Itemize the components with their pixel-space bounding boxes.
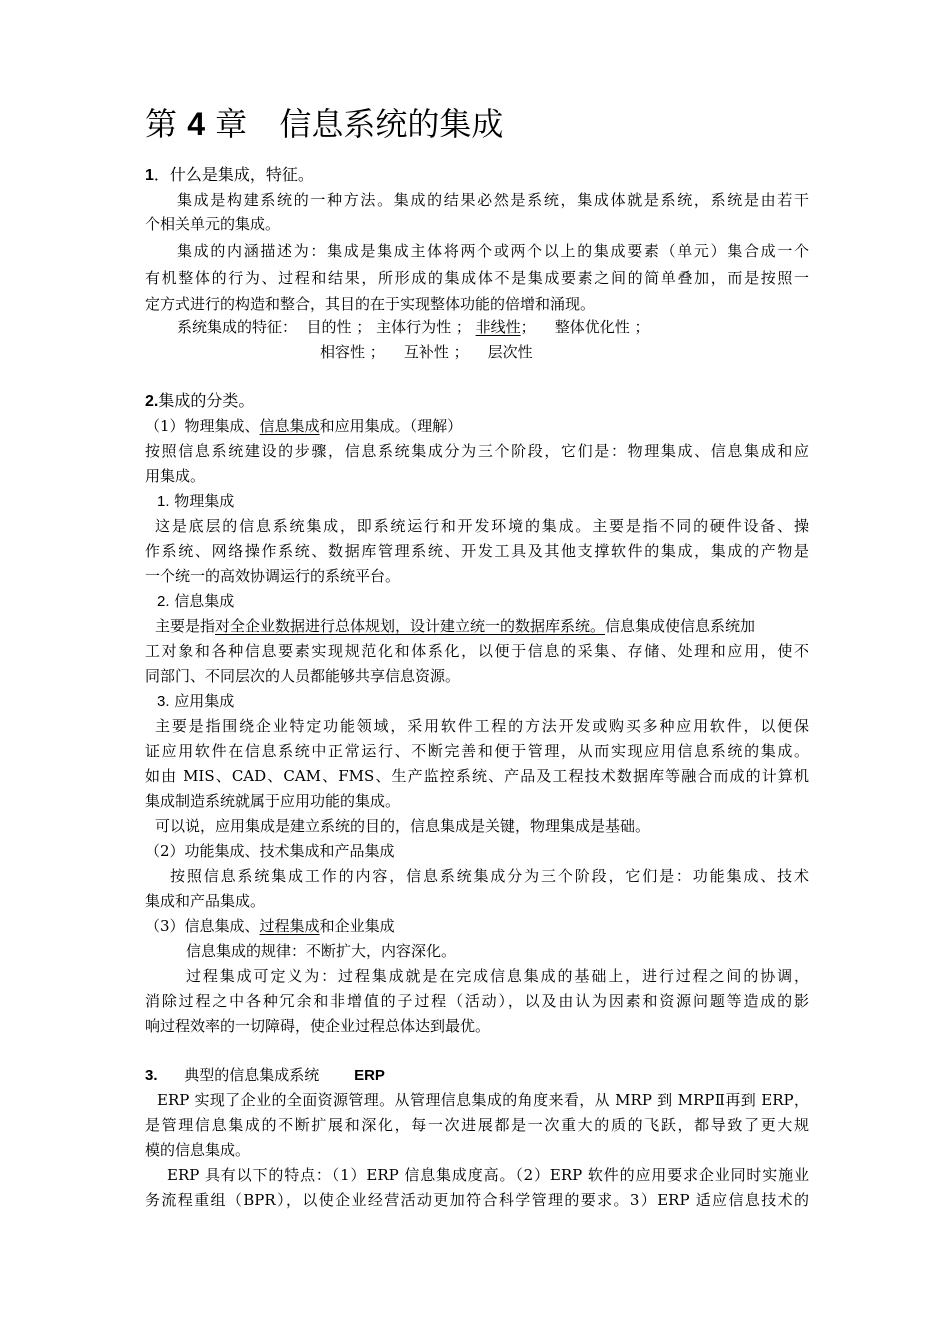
item-2-title [157, 590, 234, 613]
underlined-phrase: 对全企业数据进行总体规划，设计建立统一的数据库系统。 [215, 617, 606, 635]
paragraph-line: 证应用软件在信息系统中正常运行、不断完善和便于管理，从而实现应用信息系统的集成。 [145, 742, 809, 760]
summary-line: 可以说，应用集成是建立系统的目的，信息集成是关键，物理集成是基础。 [155, 817, 651, 835]
section-3-heading [145, 1064, 385, 1087]
item-title: 应用集成 [174, 692, 235, 710]
rule-line: 信息集成的规律：不断扩大，内容深化。 [186, 942, 457, 960]
underlined-term: 非线性 [475, 318, 521, 336]
chapter-title [145, 104, 503, 144]
underlined-term: 信息集成 [259, 417, 320, 435]
features-text: 系统集成的特征： 目的性 ； 主体行为性 ； [177, 318, 471, 336]
heading-text: 集成的分类。 [158, 391, 255, 410]
paragraph-line: 务流程重组（BPR），以使企业经营活动更加符合科学管理的要求。3）ERP 适应信息技术的 [145, 1191, 809, 1209]
heading-number: 2. [145, 393, 159, 410]
paragraph-line: 集成是构建系统的一种方法。集成的结果必然是系统，集成体就是系统，系统是由若干 [177, 191, 809, 209]
heading-text: ．什么是集成，特征。 [153, 165, 314, 184]
paragraph-line: 定方式进行的构造和整合，其目的在于实现整体功能的倍增和涌现。 [145, 295, 596, 313]
paragraph-line: 集成和产品集成。 [145, 892, 266, 910]
features-text: ； 整体优化性 ； [520, 318, 650, 336]
paragraph-line: 这是底层的信息系统集成，即系统运行和开发环境的集成。主要是指不同的硬件设备、操 [155, 517, 809, 535]
paragraph-line: 响过程效率的一切障碍，使企业过程总体达到最优。 [145, 1017, 491, 1035]
heading-number: 1 [145, 167, 154, 184]
item-number: 3. [157, 693, 170, 710]
paragraph-line: 工对象和各种信息要素实现规范化和体系化，以便于信息的采集、存储、处理和应用，使不 [145, 642, 809, 660]
features-line [177, 316, 649, 338]
subheading-3 [145, 915, 395, 937]
paragraph-line: 消除过程之中各种冗余和非增值的子过程（活动），以及由认为因素和资源问题等造成的影 [145, 992, 809, 1010]
item-3-title [157, 690, 234, 713]
paragraph-line: 过程集成可定义为：过程集成就是在完成信息集成的基础上，进行过程之间的协调， [186, 967, 809, 985]
subheading-text: （1）物理集成、 [145, 417, 260, 435]
paragraph-line: 如由 MIS、CAD、CAM、FMS、生产监控系统、产品及工程技术数据库等融合而成的计算机 [145, 767, 809, 785]
title-number: 4 [187, 106, 205, 142]
subheading-text: （3）信息集成、 [145, 917, 260, 935]
subheading-text: 和企业集成 [319, 917, 395, 935]
paragraph-line: 有机整体的行为、过程和结果，所形成的集成体不是集成要素之间的简单叠加，而是按照一 [145, 269, 809, 287]
item-1-title [157, 490, 234, 513]
underlined-term: 过程集成 [259, 917, 320, 935]
paragraph-line: 按照信息系统集成工作的内容，信息系统集成分为三个阶段，它们是：功能集成、技术 [170, 867, 809, 885]
paragraph-text: 信息集成使信息系统加 [605, 617, 756, 635]
paragraph-line: 主要是指围绕企业特定功能领域，采用软件工程的方法开发或购买多种应用软件，以便保 [155, 717, 809, 735]
paragraph-text: 主要是指 [155, 617, 216, 635]
heading-text: 典型的信息集成系统 [184, 1066, 320, 1084]
paragraph-line: ERP 具有以下的特点：（1）ERP 信息集成度高。（2）ERP 软件的应用要求企业同时实施业 [167, 1166, 809, 1184]
title-prefix: 第 [145, 105, 178, 143]
paragraph-line: 是管理信息集成的不断扩展和深化，每一次进展都是一次重大的质的飞跃，都导致了更大规 [145, 1116, 809, 1134]
paragraph-line: 集成的内涵描述为：集成是集成主体将两个或两个以上的集成要素（单元）集合成一个 [177, 242, 809, 260]
paragraph-line: 一个统一的高效协调运行的系统平台。 [145, 567, 401, 585]
section-2-heading [145, 390, 254, 413]
subheading-1 [145, 415, 462, 437]
section-1-heading [145, 164, 314, 187]
title-text: 信息系统的集成 [279, 105, 504, 143]
paragraph-line: 按照信息系统建设的步骤，信息系统集成分为三个阶段，它们是：物理集成、信息集成和应 [145, 442, 809, 460]
paragraph-line: 个相关单元的集成。 [145, 215, 281, 233]
item-title: 信息集成 [174, 592, 235, 610]
subheading-text: 和应用集成。（理解） [319, 417, 463, 435]
subheading-2: （2）功能集成、技术集成和产品集成 [145, 842, 395, 860]
paragraph-line: 模的信息集成。 [145, 1141, 251, 1159]
title-suffix: 章 [215, 105, 248, 143]
item-number: 1. [157, 493, 170, 510]
features-line-2: 相容性 ； 互补性 ； 层次性 [320, 343, 533, 361]
item-number: 2. [157, 593, 170, 610]
item-title: 物理集成 [174, 492, 235, 510]
paragraph-line: ERP 实现了企业的全面资源管理。从管理信息集成的角度来看，从 MRP 到 MRPⅡ再到 ERP， [157, 1091, 809, 1109]
heading-tag: ERP [354, 1067, 385, 1084]
heading-number: 3. [145, 1067, 158, 1084]
paragraph-line: 作系统、网络操作系统、数据库管理系统、开发工具及其他支撑软件的集成，集成的产物是 [145, 542, 809, 560]
paragraph-line: 同部门、不同层次的人员都能够共享信息资源。 [145, 667, 461, 685]
paragraph-line: 集成制造系统就属于应用功能的集成。 [145, 792, 401, 810]
paragraph-line: 用集成。 [145, 467, 206, 485]
paragraph-line [155, 615, 809, 637]
